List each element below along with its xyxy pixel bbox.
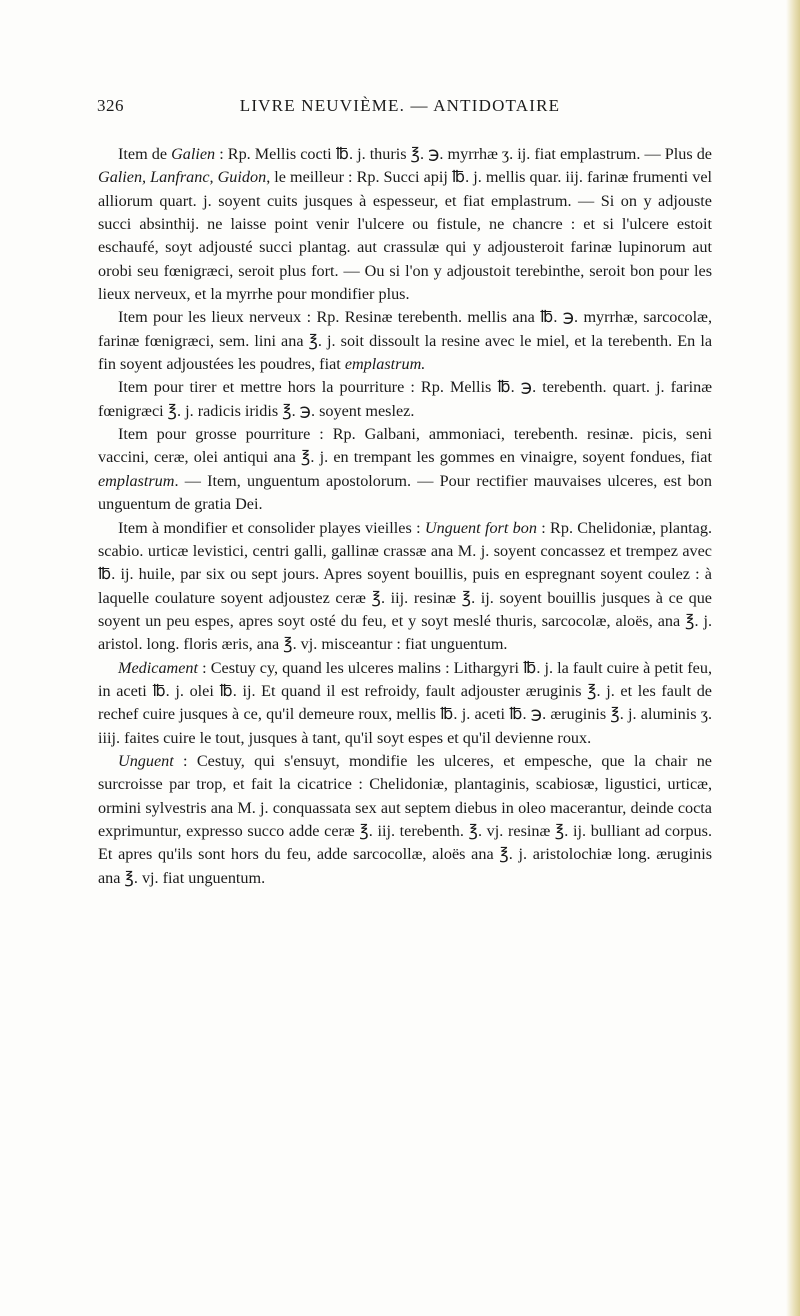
text-run: : Cestuy, qui s'ensuyt, mondifie les ulceres, et empesche, que la chair ne surcroisse par trop, et fait la cicatrice : Chelidoniæ, plantaginis, scabiosæ, ligustici, urticæ, ormini sylvestris ana M. j. conquassata sex aut septem diebus in oleo macerantur, deinde cocta exprimuntur, expresso succo adde ceræ ℥. iij. terebenth. ℥. vj. resinæ ℥. ij. bulliant ad corpus. Et apres qu'ils sont hors du feu, adde sarcocollæ, aloës ana ℥. j. aristolochiæ long. æruginis ana ℥. vj. fiat unguentum. bbox=[98, 751, 712, 887]
italic-text: Medicament bbox=[118, 658, 199, 677]
text-run: Item à mondifier et consolider playes vieilles : bbox=[118, 518, 425, 537]
text-run: , le meilleur : Rp. Succi apij ℔. j. mellis quar. iij. farinæ frumenti vel alliorum quart. j. soyent cuits jusques à espesseur, et fiat emplastrum. — Si on y adjouste succi absinthij. ne laisse point venir l'ulcere ou fistule, ne chancre : et si l'ulcere estoit eschaufé, soyt adjousté succi plantag. aut crassulæ qui y adjousteroit farinæ lupinorum aut orobi seu fœnigræci, seroit plus fort. — Ou si l'on y adjoustoit terebinthe, seroit bon pour les lieux nerveux, et la myrrhe pour mondifier plus. bbox=[98, 168, 712, 304]
paragraph bbox=[98, 143, 712, 306]
italic-text: Unguent bbox=[118, 751, 174, 770]
text-run: Item pour les lieux nerveux : Rp. Resinæ terebenth. mellis ana ℔. ℈. myrrhæ, sarcocolæ, farinæ fœnigræci, sem. lini ana ℥. j. soit dissoult la resine avec le miel, et la terebenth. En la fin soyent adjoustées les poudres, fiat bbox=[98, 308, 712, 374]
text-run: Item de bbox=[118, 145, 172, 163]
page-header bbox=[0, 96, 800, 120]
page-number: 326 bbox=[97, 96, 124, 115]
body-text bbox=[98, 143, 712, 890]
text-run: Item pour grosse pourriture : Rp. Galbani, ammoniaci, terebenth. resinæ. picis, seni vaccini, ceræ, olei antiqui ana ℥. j. en trempant les gommes en vinaigre, soyent fondues, fiat bbox=[98, 425, 712, 467]
paragraph bbox=[98, 657, 712, 750]
running-title: LIVRE NEUVIÈME. — ANTIDOTAIRE bbox=[239, 96, 561, 115]
italic-text: emplastrum bbox=[98, 471, 175, 490]
text-run: Item pour tirer et mettre hors la pourriture : Rp. Mellis ℔. ℈. terebenth. quart. j. farinæ fœnigræci ℥. j. radicis iridis ℥. ℈. soyent meslez. bbox=[98, 378, 712, 420]
paragraph bbox=[98, 376, 712, 423]
italic-text: Galien, Lanfranc, Guidon bbox=[98, 168, 267, 187]
italic-text: Unguent fort bon bbox=[424, 518, 537, 537]
text-run: : Rp. Chelidoniæ, plantag. scabio. urticæ levistici, centri galli, gallinæ crassæ ana M. j. soyent concassez et trempez avec ℔. ij. huile, par six ou sept jours. Apres soyent bouillis, puis en espregnant soyent coulez : à laquelle coulature soyent adjoustez ceræ ℥. iij. resinæ ℥. ij. soyent bouillis jusques à ce que soyent un peu espes, apres soyt osté du feu, et y soyt meslé thuris, sarcocolæ, aloës, ana ℥. j. aristol. long. floris æris, ana ℥. vj. misceantur : fiat unguentum. bbox=[98, 518, 712, 654]
text-run: : Cestuy cy, quand les ulceres malins : Lithargyri ℔. j. la fault cuire à petit feu, in aceti ℔. j. olei ℔. ij. Et quand il est refroidy, fault adjouster æruginis ℥. j. et les fault de rechef cuire jusques à ce, qu'il demeure roux, mellis ℔. j. aceti ℔. ℈. æruginis ℥. j. aluminis ʒ. iiij. faites cuire le tout, jusques à tant, qu'il soyt espes et qu'il devienne roux. bbox=[98, 658, 712, 747]
italic-text: Galien bbox=[171, 145, 216, 163]
paragraph bbox=[98, 306, 712, 376]
paragraph bbox=[98, 750, 712, 890]
text-run: . — Item, unguentum apostolorum. — Pour rectifier mauvaises ulceres, est bon unguentum de gratia Dei. bbox=[98, 471, 712, 514]
paragraph bbox=[98, 423, 712, 516]
text-run: : Rp. Mellis cocti ℔. j. thuris ℥. ℈. myrrhæ ʒ. ij. fiat emplastrum. — Plus de bbox=[215, 145, 712, 163]
italic-text: emplastrum. bbox=[344, 355, 426, 374]
page-edge bbox=[786, 0, 800, 1316]
paragraph bbox=[98, 517, 712, 657]
